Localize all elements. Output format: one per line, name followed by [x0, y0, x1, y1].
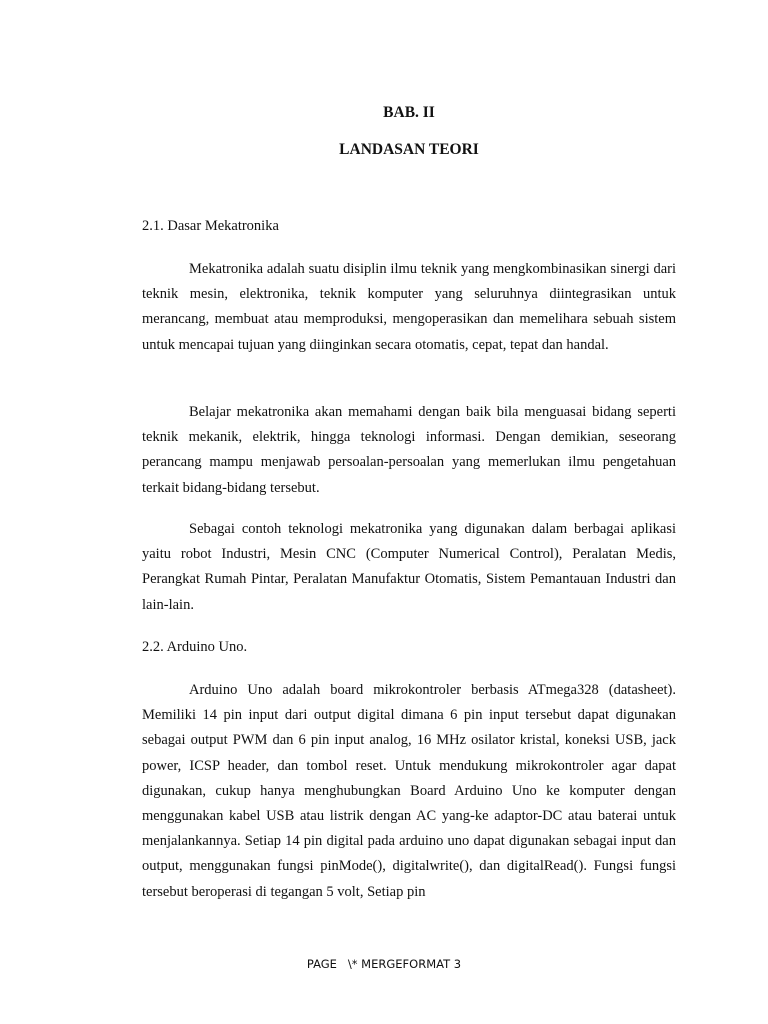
page-footer: PAGE \* MERGEFORMAT 3 [306, 957, 462, 971]
paragraph: Arduino Uno adalah board mikrokontroler berbasis ATmega328 (datasheet). Memiliki 14 pin input dari output digital dimana 6 pin input tersebut dapat digunakan sebagai output PWM dan 6 pin input analog, 16 MHz osilator kristal, koneksi USB, jack power, ICSP header, dan tombol reset. Untuk mendukung mikrokontroler agar dapat digunakan, cukup hanya menghubungkan Board Arduino Uno ke komputer dengan menggunakan kabel USB atau listrik dengan AC yang-ke adaptor-DC atau baterai untuk menjalankannya. Setiap 14 pin digital pada arduino uno dapat digunakan sebagai input dan output, menggunakan fungsi pinMode(), digitalwrite(), dan digitalRead(). Fungsi fungsi tersebut beroperasi di tegangan 5 volt, Setiap pin [142, 682, 676, 900]
section-heading-2-1: 2.1. Dasar Mekatronika [142, 218, 279, 234]
paragraph: Sebagai contoh teknologi mekatronika yang digunakan dalam berbagai aplikasi yaitu robot Industri, Mesin CNC (Computer Numerical Control), Peralatan Medis, Perangkat Rumah Pintar, Peralatan Manufaktur Otomatis, Sistem Pemantauan Industri dan lain-lain. [142, 521, 676, 613]
paragraph: Mekatronika adalah suatu disiplin ilmu teknik yang mengkombinasikan sinergi dari teknik mesin, elektronika, teknik komputer yang seluruhnya diintegrasikan untuk merancang, membuat atau memproduksi, mengoperasikan dan memelihara sebuah sistem untuk mencapai tujuan yang diinginkan secara otomatis, cepat, tepat dan handal. [142, 261, 676, 353]
chapter-title: LANDASAN TEORI [339, 141, 479, 158]
paragraph: Belajar mekatronika akan memahami dengan baik bila menguasai bidang seperti teknik mekanik, elektrik, hingga teknologi informasi. Dengan demikian, seseorang perancang mampu menjawab persoalan-persoalan yang memerlukan ilmu pengetahuan terkait bidang-bidang tersebut. [142, 404, 676, 496]
section-heading-2-2: 2.2. Arduino Uno. [142, 639, 248, 655]
chapter-number: BAB. II [383, 104, 435, 121]
